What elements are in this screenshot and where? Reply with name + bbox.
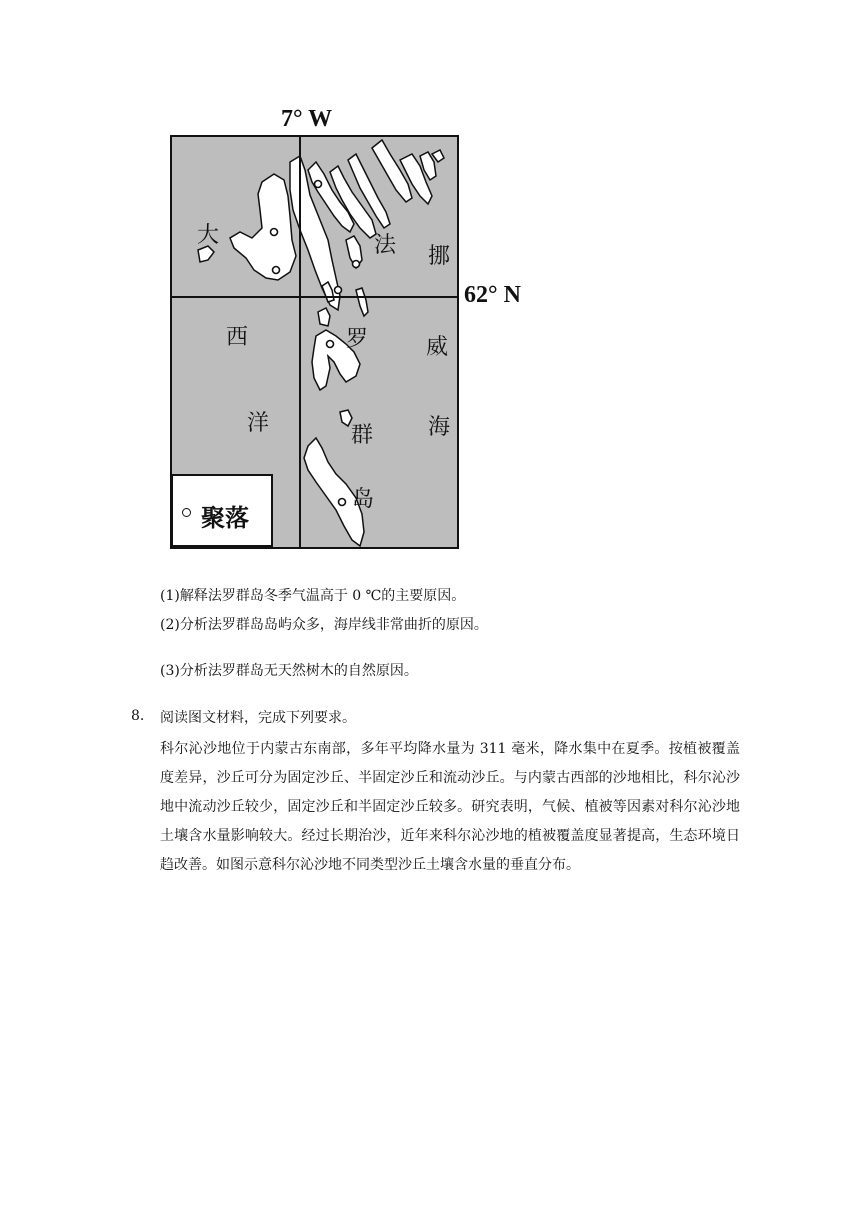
map-legend (171, 474, 273, 547)
question-number: 8. (131, 708, 145, 724)
question-1: (1)解释法罗群岛冬季气温高于 0 ℃的主要原因。 (160, 588, 466, 604)
islands-char-qun: 群 (351, 423, 374, 448)
legend-label: 聚落 (201, 503, 249, 532)
latitude-label: 62° N (464, 282, 521, 308)
settlement-legend-icon (182, 508, 191, 517)
islands-char-dao: 岛 (352, 487, 375, 512)
question-8-material: 科尔沁沙地位于内蒙古东南部，多年平均降水量为 311 毫米，降水集中在夏季。按植被覆盖度差异，沙丘可分为固定沙丘、半固定沙丘和流动沙丘。与内蒙古西部的沙地相比，科尔沁沙地中流动沙丘较少，固定沙丘和半固定沙丘较多。研究表明，气候、植被等因素对科尔沁沙地土壤含水量影响较大。经过长期治沙，近年来科尔沁沙地的植被覆盖度显著提高，生态环境日趋改善。如图示意科尔沁沙地不同类型沙丘土壤含水量的垂直分布。 (160, 741, 740, 873)
settlement-dot (271, 229, 278, 236)
settlement-dot (353, 261, 360, 268)
islands-char-fa: 法 (374, 233, 397, 258)
settlement-dot (315, 181, 322, 188)
ocean-char-yang: 洋 (247, 411, 270, 436)
settlement-dot (327, 341, 334, 348)
ocean-char-da: 大 (197, 223, 220, 248)
ocean-char-xi: 西 (226, 325, 249, 350)
question-8-title: 阅读图文材料，完成下列要求。 (160, 710, 356, 726)
sea-char-wei: 威 (426, 335, 449, 360)
sea-char-hai: 海 (428, 415, 451, 440)
settlement-dot (335, 287, 342, 294)
question-3: (3)分析法罗群岛无天然树木的自然原因。 (160, 663, 418, 679)
islands-char-luo: 罗 (346, 327, 369, 352)
question-2: (2)分析法罗群岛岛屿众多，海岸线非常曲折的原因。 (160, 617, 488, 633)
longitude-label: 7° W (281, 106, 333, 132)
sea-char-nuo: 挪 (428, 244, 451, 269)
settlement-dot (339, 499, 346, 506)
faroe-map (150, 100, 540, 560)
settlement-dot (273, 267, 280, 274)
